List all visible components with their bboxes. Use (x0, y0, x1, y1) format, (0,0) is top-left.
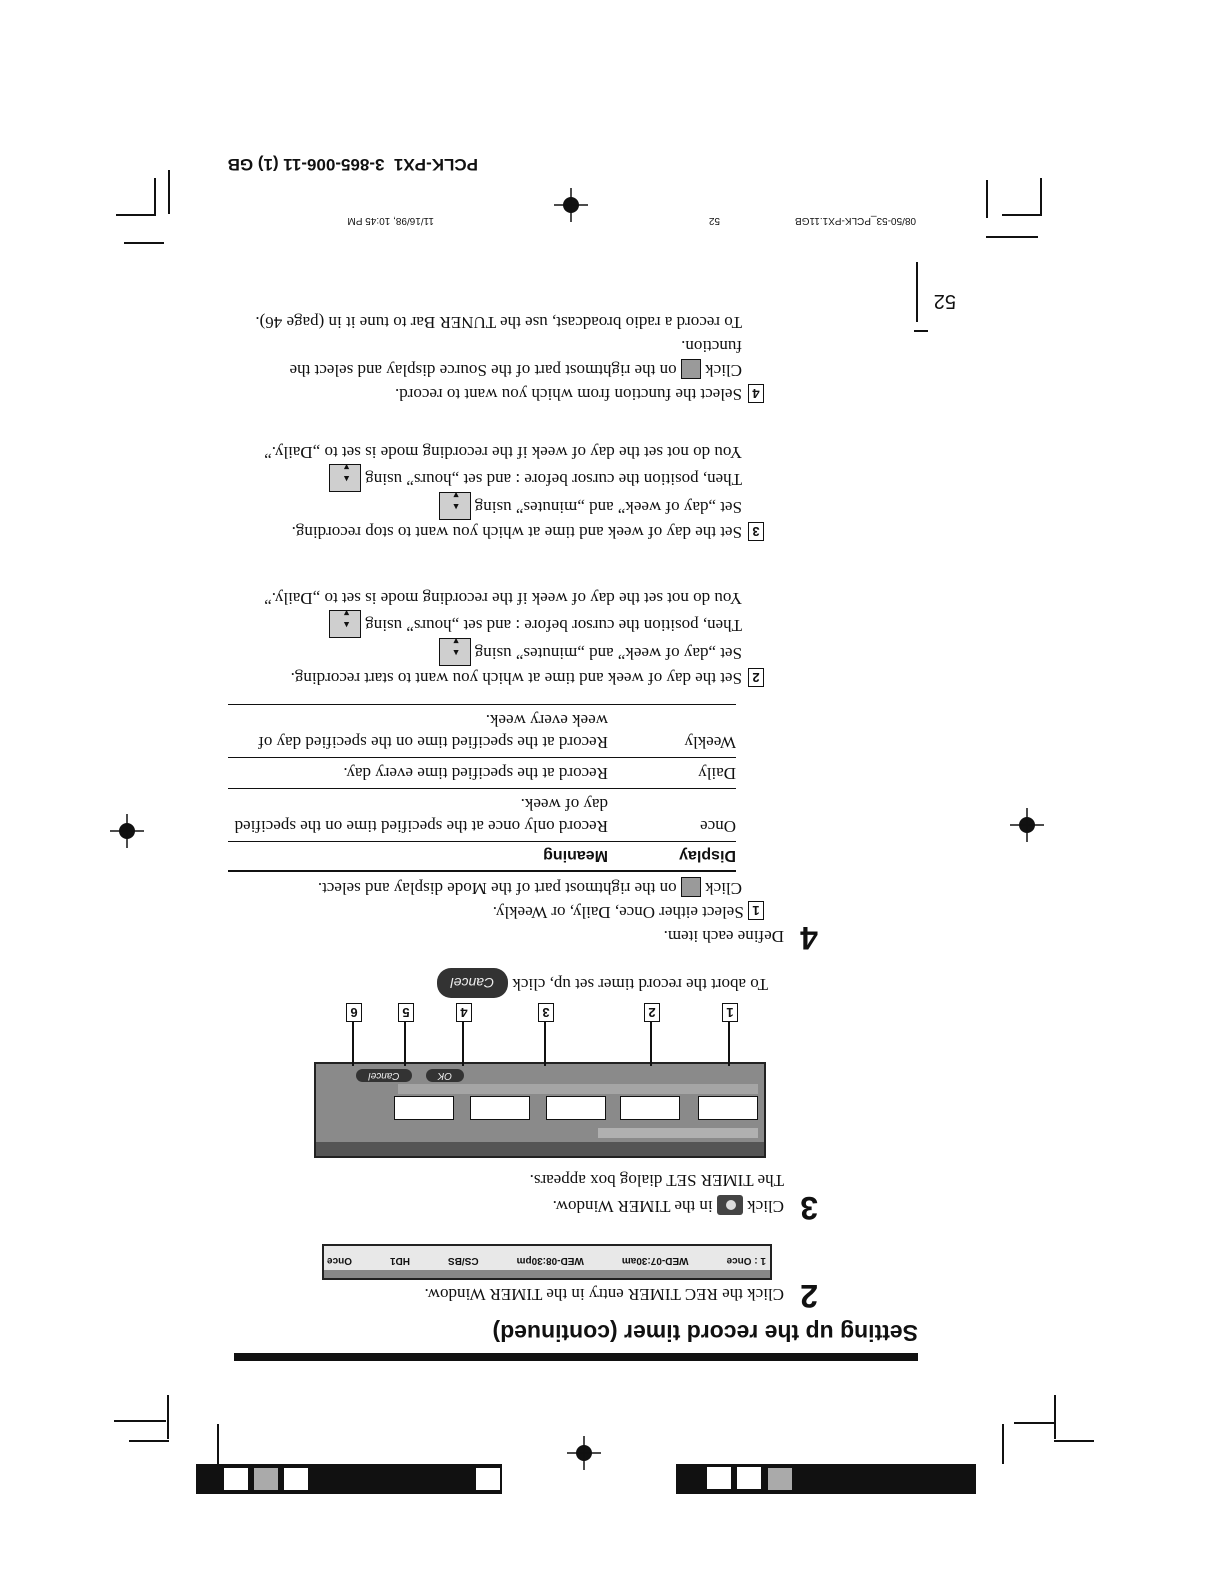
crop-mark (218, 1424, 220, 1464)
callout-line (353, 1022, 355, 1066)
item-1-line (318, 876, 742, 900)
crop-mark (1003, 1424, 1005, 1464)
crop-mark (169, 170, 171, 214)
color-bar-swatch (254, 1468, 278, 1490)
crop-mark (1014, 1423, 1054, 1425)
item-3-set: Set „day of week” and „minutes” using (474, 498, 742, 518)
stop-time-field[interactable] (546, 1096, 606, 1120)
callout-line (729, 1022, 731, 1066)
timer-set-dialog (314, 1062, 766, 1158)
step-text: Define each item. (663, 927, 784, 946)
timer-entry-header (324, 1270, 770, 1278)
crop-mark (155, 178, 157, 216)
callout-line (463, 1022, 465, 1066)
callout-2: 2 (644, 1003, 660, 1022)
item-2-title: Set the day of week and time at which you want to start recording. (290, 669, 742, 688)
crop-mark (986, 237, 1038, 239)
registration-mark-icon (1010, 808, 1044, 842)
item-2-number: 2 (748, 668, 764, 687)
mode-field[interactable] (698, 1096, 758, 1120)
mode-dropdown-icon[interactable] (681, 877, 701, 897)
item-2-then: Then, position the cursor before : and set „hours” using (365, 616, 742, 636)
crop-mark (129, 1441, 169, 1443)
dialog-ok-button[interactable]: OK (426, 1069, 464, 1082)
entry-start: WED-07:30am (621, 1255, 689, 1266)
item-4 (244, 310, 764, 406)
crop-mark (987, 180, 989, 218)
color-bar-swatch (284, 1468, 308, 1490)
row-display: Weekly (684, 733, 736, 752)
color-bar-swatch (736, 1466, 762, 1490)
item-4-click: Click (705, 361, 742, 380)
item-1 (493, 900, 764, 924)
crop-mark (116, 215, 156, 217)
mode-table (228, 704, 736, 868)
callout-5: 5 (398, 1003, 414, 1022)
table-header-display: Display (679, 847, 736, 864)
item-4-title: Select the function from which you want to record. (395, 385, 742, 404)
item-4-line-rest: on the rightmost part of the Source display and select the function. (289, 337, 742, 380)
page-number: 52 (933, 290, 956, 312)
media-field[interactable] (394, 1096, 454, 1120)
slug-date: 11/16/98, 10:45 PM (347, 215, 434, 226)
source-field[interactable] (470, 1096, 530, 1120)
slug-page: 52 (708, 215, 720, 226)
spin-button-icon[interactable] (439, 492, 471, 520)
callout-4: 4 (456, 1003, 472, 1022)
step3-click: Click (747, 1197, 784, 1216)
crop-mark (1054, 1441, 1094, 1443)
page-title: Setting up the record timer (continued) (492, 1320, 918, 1346)
crop-mark (1002, 215, 1042, 217)
entry-mode: 1 : Once (726, 1255, 766, 1266)
spin-button-icon[interactable] (439, 638, 471, 666)
crop-mark (1041, 178, 1043, 216)
cancel-button[interactable]: Cancel (437, 968, 509, 998)
timer-window-entry (322, 1244, 772, 1280)
heading-rule (234, 1353, 918, 1361)
item-3 (244, 440, 764, 544)
step-number: 2 (800, 1278, 818, 1314)
entry-repeat: Once (326, 1255, 352, 1266)
abort-note (437, 968, 768, 998)
abort-text: To abort the record timer set up, click (512, 975, 768, 995)
row-meaning: Record only once at the specified time on the specified day of week. (234, 795, 608, 836)
color-bar-swatch (706, 1466, 732, 1490)
registration-mark-icon (554, 188, 588, 222)
callout-3: 3 (538, 1003, 554, 1022)
crop-mark (124, 243, 164, 245)
item-3-then: Then, position the cursor before : and set „hours” using (365, 470, 742, 490)
item-3-title: Set the day of week and time at which you want to stop recording. (291, 523, 742, 542)
color-bar-swatch (476, 1468, 500, 1490)
color-bar-swatch (224, 1468, 248, 1490)
item-4-radio-note: To record a radio broadcast, use the TUNER Bar to tune it in (page 46). (255, 313, 742, 332)
item-1-line-rest: on the rightmost part of the Mode display and select. (317, 879, 677, 898)
footer-file-id: PCLK-PX1 3-865-006-11 (1) GB (227, 155, 478, 174)
spin-button-icon[interactable] (329, 610, 361, 638)
dialog-cancel-button[interactable]: Cancel (356, 1069, 411, 1082)
callout-6: 6 (346, 1003, 362, 1022)
step-number: 3 (800, 1190, 818, 1226)
step-text: Click the REC TIMER entry in the TIMER Window. (424, 1285, 784, 1304)
item-1-click: Click (705, 879, 742, 898)
entry-source: CS/BS (448, 1255, 479, 1266)
entry-stop: WED-08:30pm (516, 1255, 584, 1266)
item-3-note: You do not set the day of week if the recording mode is set to „Daily.” (264, 443, 742, 462)
table-row (228, 789, 736, 842)
dialog-titlebar (316, 1142, 764, 1156)
step-text-2: The TIMER SET dialog box appears. (529, 1171, 784, 1190)
page-number-tick (914, 331, 928, 333)
table-row (228, 758, 736, 789)
row-display: Once (700, 817, 736, 836)
item-3-number: 3 (748, 522, 764, 541)
entry-media: HD1 (390, 1255, 411, 1266)
item-4-number: 4 (748, 384, 764, 403)
item-1-number: 1 (748, 901, 764, 920)
start-time-field[interactable] (620, 1096, 680, 1120)
crop-mark (168, 1395, 170, 1439)
step3-window: in the TIMER Window. (552, 1197, 713, 1216)
step-number: 4 (800, 920, 818, 956)
registration-mark-icon (567, 1436, 601, 1470)
table-rule-top (228, 871, 736, 873)
callout-1: 1 (722, 1003, 738, 1022)
registration-mark-icon (110, 814, 144, 848)
row-meaning: Record at the specified time every day. (343, 764, 608, 783)
table-header-meaning: Meaning (543, 847, 608, 864)
step-text (553, 1194, 784, 1218)
item-2-set: Set „day of week” and „minutes” using (474, 644, 742, 664)
table-row (228, 705, 736, 758)
spin-button-icon[interactable] (329, 464, 361, 492)
item-2-note: You do not set the day of week if the recording mode is set to „Daily.” (264, 589, 742, 608)
item-1-title: Select either Once, Daily, or Weekly. (492, 903, 744, 922)
row-display: Daily (698, 764, 736, 783)
callout-line (545, 1022, 547, 1066)
callout-line (405, 1022, 407, 1066)
source-dropdown-icon[interactable] (681, 359, 701, 379)
crop-mark (114, 1421, 166, 1423)
page-number-rule (917, 262, 919, 322)
color-bar-swatch (768, 1468, 792, 1490)
dialog-label-strip (598, 1128, 758, 1138)
crop-mark (1055, 1395, 1057, 1439)
dialog-label-strip-2 (398, 1084, 758, 1094)
callout-line (651, 1022, 653, 1066)
item-2 (244, 586, 764, 690)
timer-set-icon[interactable] (717, 1195, 743, 1215)
slug-file: 08/50-53_PCLK-PX1.11GB (794, 215, 916, 226)
row-meaning: Record at the specified time on the specified day of week every week. (258, 711, 608, 752)
